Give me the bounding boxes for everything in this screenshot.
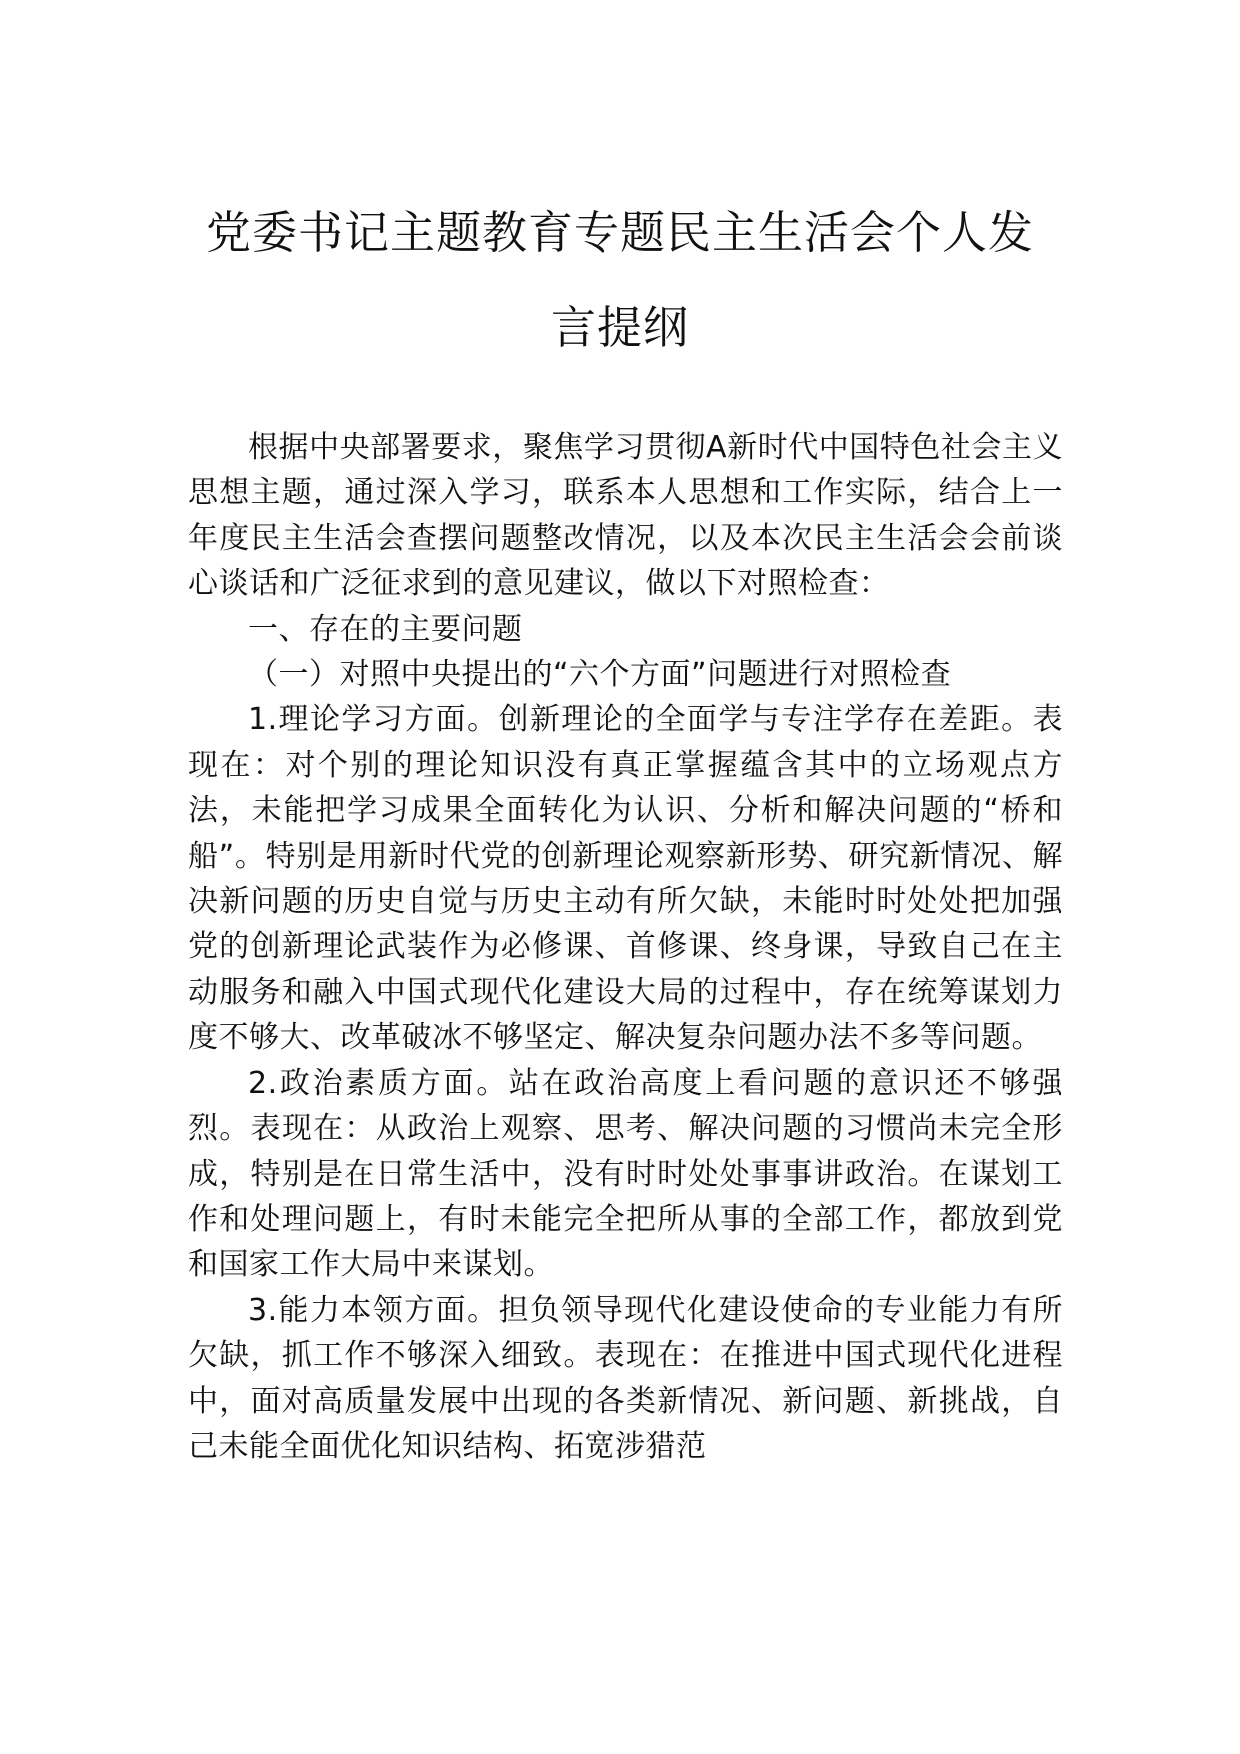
heading-subsection-1: （一）对照中央提出的“六个方面”问题进行对照检查 xyxy=(248,657,952,693)
title-line-1: 党委书记主题教育专题民主生活会个人发 xyxy=(205,206,1034,259)
paragraph-ability: 3.能力本领方面。担负领导现代化建设使命的专业能力有所欠缺，抓工作不够深入细致。表现在：在推进中国式现代化进程中，面对高质量发展中出现的各类新情况、新问题、新挑战，自己未能全面优化知识结构、拓宽涉猎范 xyxy=(188,1292,1063,1464)
paragraph-theory-study: 1.理论学习方面。创新理论的全面学与专注学存在差距。表现在：对个别的理论知识没有真正掌握蕴含其中的立场观点方法，未能把学习成果全面转化为认识、分析和解决问题的“桥和船”。特别是用新时代党的创新理论观察新形势、研究新情况、解决新问题的历史自觉与历史主动有所欠缺，未能时时处处把加强党的创新理论武装作为必修课、首修课、终身课，导致自己在主动服务和融入中国式现代化建设大局的过程中，存在统筹谋划力度不够大、改革破冰不够坚定、解决复杂问题办法不多等问题。 xyxy=(188,702,1063,1056)
document-title xyxy=(150,185,1090,375)
paragraph-political-quality: 2.政治素质方面。站在政治高度上看问题的意识还不够强烈。表现在：从政治上观察、思考、解决问题的习惯尚未完全形成，特别是在日常生活中，没有时时处处事事讲政治。在谋划工作和处理问题上，有时未能完全把所从事的全部工作，都放到党和国家工作大局中来谋划。 xyxy=(188,1065,1063,1283)
heading-section-1: 一、存在的主要问题 xyxy=(248,611,523,647)
document-body xyxy=(188,425,1063,1469)
paragraph-intro: 根据中央部署要求，聚焦学习贯彻A新时代中国特色社会主义思想主题，通过深入学习，联系本人思想和工作实际，结合上一年度民主生活会查摆问题整改情况，以及本次民主生活会会前谈心谈话和广泛征求到的意见建议，做以下对照检查： xyxy=(188,430,1063,602)
title-line-2: 言提纲 xyxy=(550,301,689,354)
